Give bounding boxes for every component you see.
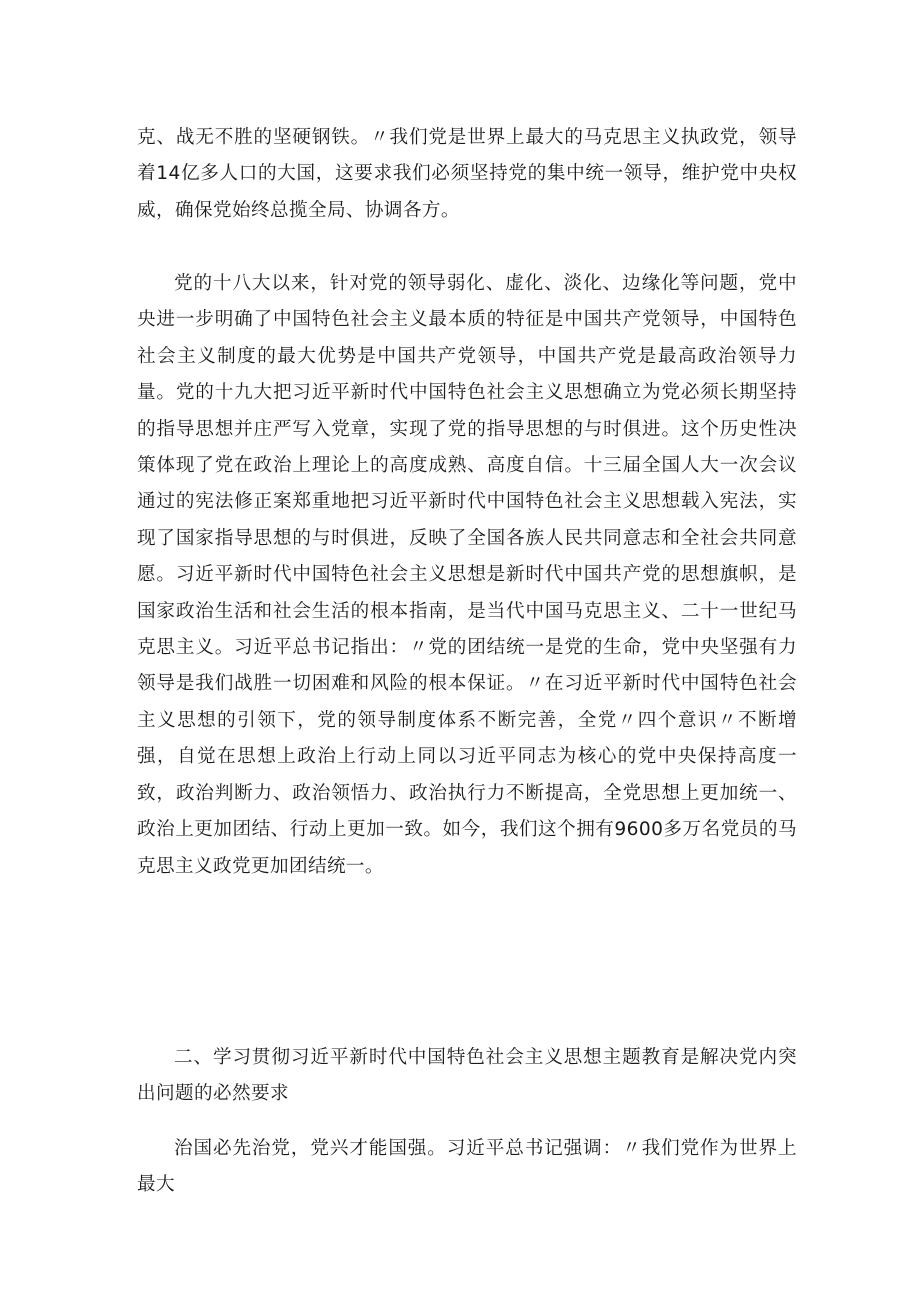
body-paragraph-continuation: 克、战无不胜的坚硬钢铁。〃我们党是世界上最大的马克思主义执政党，领导着14亿多人口的大国，这要求我们必须坚持党的集中统一领导，维护党中央权威，确保党始终总揽全局、协调各方。 bbox=[137, 127, 797, 221]
section-heading-two: 二、学习贯彻习近平新时代中国特色社会主义思想主题教育是解决党内突出问题的必然要求 bbox=[137, 1047, 797, 1105]
body-paragraph-governance: 治国必先治党，党兴才能国强。习近平总书记强调：〃我们党作为世界上最大 bbox=[137, 1138, 797, 1196]
body-paragraph-party-leadership: 党的十八大以来，针对党的领导弱化、虚化、淡化、边缘化等问题，党中央进一步明确了中国特色社会主义最本质的特征是中国共产党领导，中国特色社会主义制度的最大优势是中国共产党领导，中国共产党是最高政治领导力量。党的十九大把习近平新时代中国特色社会主义思想确立为党必须长期坚持的指导思想并庄严写入党章，实现了党的指导思想的与时俱进。这个历史性决策体现了党在政治上理论上的高度成熟、高度自信。十三届全国人大一次会议通过的宪法修正案郑重地把习近平新时代中国特色社会主义思想载入宪法，实现了国家指导思想的与时俱进，反映了全国各族人民共同意志和全社会共同意愿。习近平新时代中国特色社会主义思想是新时代中国共产党的思想旗帜，是国家政治生活和社会生活的根本指南，是当代中国马克思主义、二十一世纪马克思主义。习近平总书记指出：〃党的团结统一是党的生命，党中央坚强有力领导是我们战胜一切困难和风险的根本保证。〃在习近平新时代中国特色社会主义思想的引领下，党的领导制度体系不断完善，全党〃四个意识〃不断增强，自觉在思想上政治上行动上同以习近平同志为核心的党中央保持高度一致，政治判断力、政治领悟力、政治执行力不断提高，全党思想上更加统一、政治上更加团结、行动上更加一致。如今，我们这个拥有9600多万名党员的马克思主义政党更加团结统一。 bbox=[137, 273, 797, 877]
